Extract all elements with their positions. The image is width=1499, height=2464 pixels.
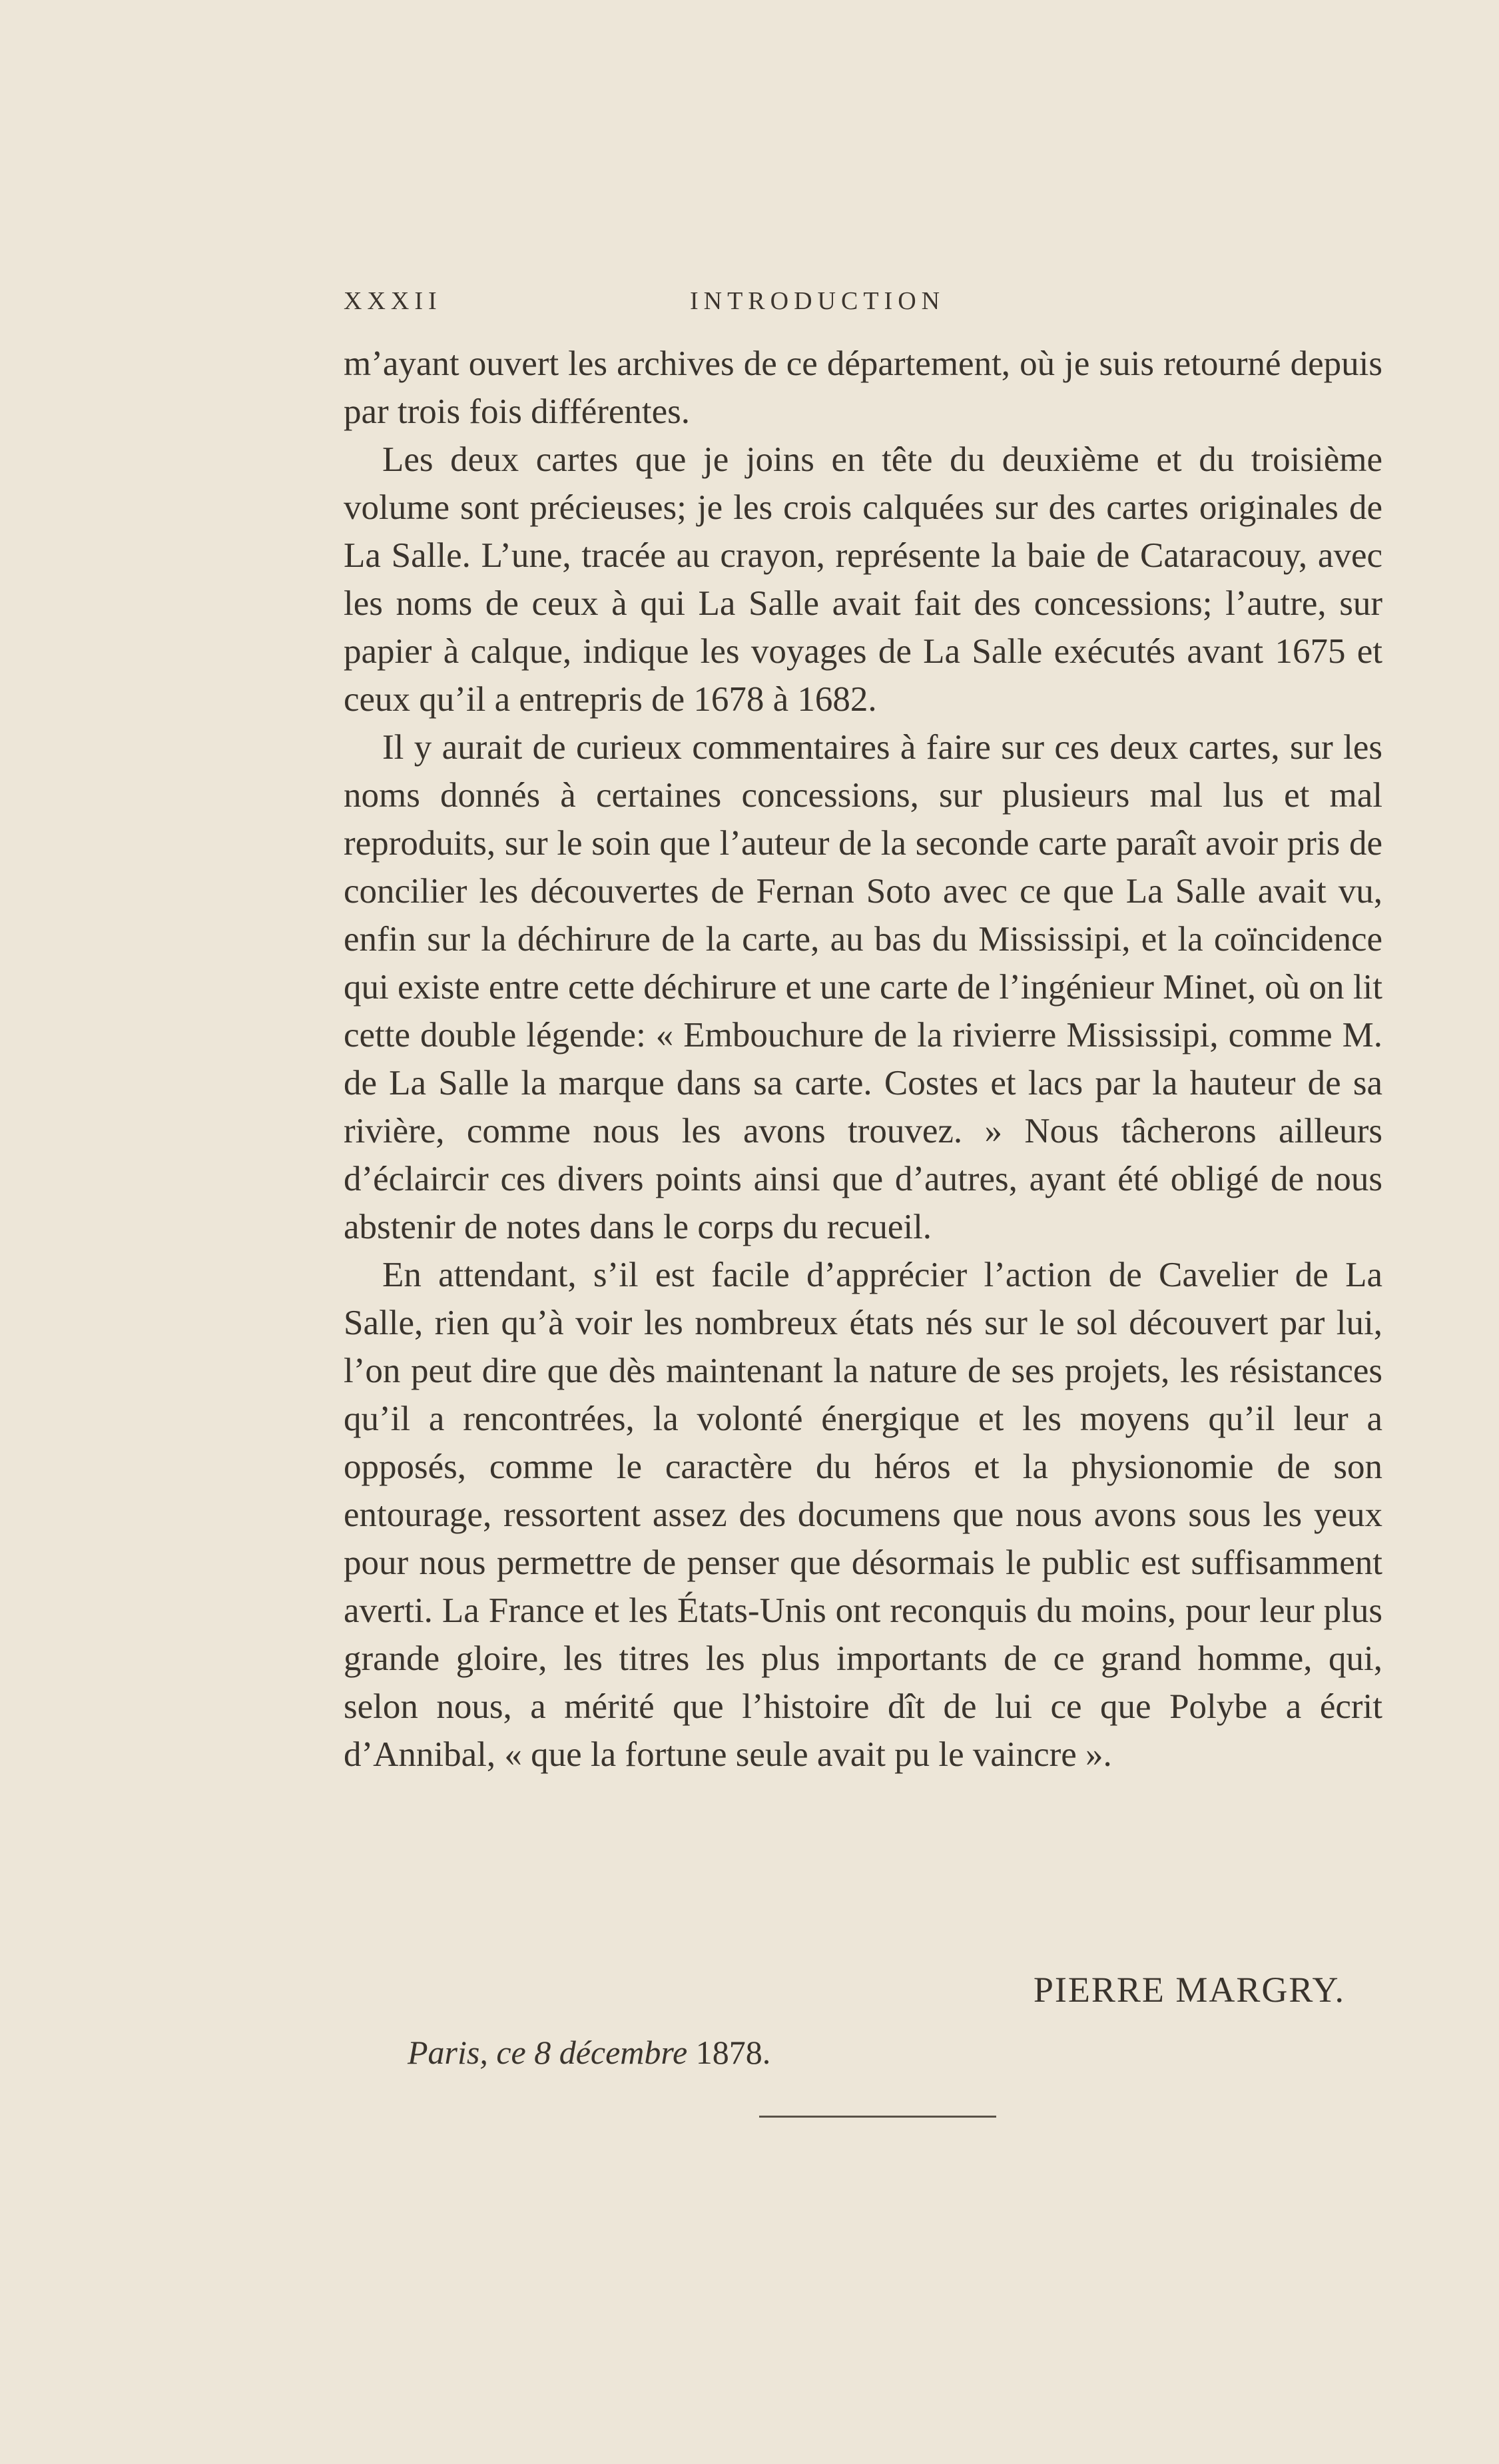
running-head-title: INTRODUCTION xyxy=(690,287,946,315)
paragraph-4: En attendant, s’il est facile d’apprécier l’action de Cavelier de La Salle, rien qu’à voir les nombreux états nés sur le sol découvert par lui, l’on peut dire que dès maintenant la nature de ses projets, les résistances qu’il a rencontrées, la volonté énergique et les moyens qu’il leur a opposés, comme le caractère du héros et la physionomie de son entourage, ressortent assez des documens que nous avons sous les yeux pour nous permettre de penser que désormais le public est suffisamment averti. La France et les États-Unis ont reconquis du moins, pour leur plus grande gloire, les titres les plus importants de ce grand homme, qui, selon nous, a mérité que l’histoire dît de lui ce que Polybe a écrit d’Annibal, « que la fortune seule avait pu le vaincre ». xyxy=(344,1256,1382,1774)
paragraph-3: Il y aurait de curieux commentaires à faire sur ces deux cartes, sur les noms donnés à certaines concessions, sur plusieurs mal lus et mal reproduits, sur le soin que l’auteur de la seconde carte paraît avoir pris de concilier les découvertes de Fernan Soto avec ce que La Salle avait vu, enfin sur la déchirure de la carte, au bas du Mississipi, et la coïncidence qui existe entre cette déchirure et une carte de l’ingénieur Minet, où on lit cette double légende: « Embouchure de la rivierre Mississipi, comme M. de La Salle la marque dans sa carte. Costes et lacs par la hauteur de sa rivière, comme nous les avons trouvez. » Nous tâcherons ailleurs d’éclaircir ces divers points ainsi que d’autres, ayant été obligé de nous abstenir de notes dans le corps du recueil. xyxy=(344,728,1382,1246)
paragraph-2: Les deux cartes que je joins en tête du deuxième et du troisième volume sont précieuses; je les crois calquées sur des cartes originales de La Salle. L’une, tracée au crayon, représente la baie de Cataracouy, avec les noms de ceux à qui La Salle avait fait des concessions; l’autre, sur papier à calque, indique les voyages de La Salle exécutés avant 1675 et ceux qu’il a entrepris de 1678 à 1682. xyxy=(344,440,1382,719)
author-signature: PIERRE MARGRY. xyxy=(1033,1970,1345,2010)
page-number: XXXII xyxy=(344,287,442,315)
closing-rule xyxy=(759,2116,996,2118)
dateline-place-date: Paris, ce 8 décembre xyxy=(408,2034,688,2071)
dateline xyxy=(408,2033,770,2072)
running-head xyxy=(344,286,1382,326)
body-text xyxy=(344,340,1382,1779)
dateline-year: 1878. xyxy=(695,2034,771,2071)
paragraph-1: m’ayant ouvert les archives de ce département, où je suis retourné depuis par trois fois différentes. xyxy=(344,344,1382,431)
